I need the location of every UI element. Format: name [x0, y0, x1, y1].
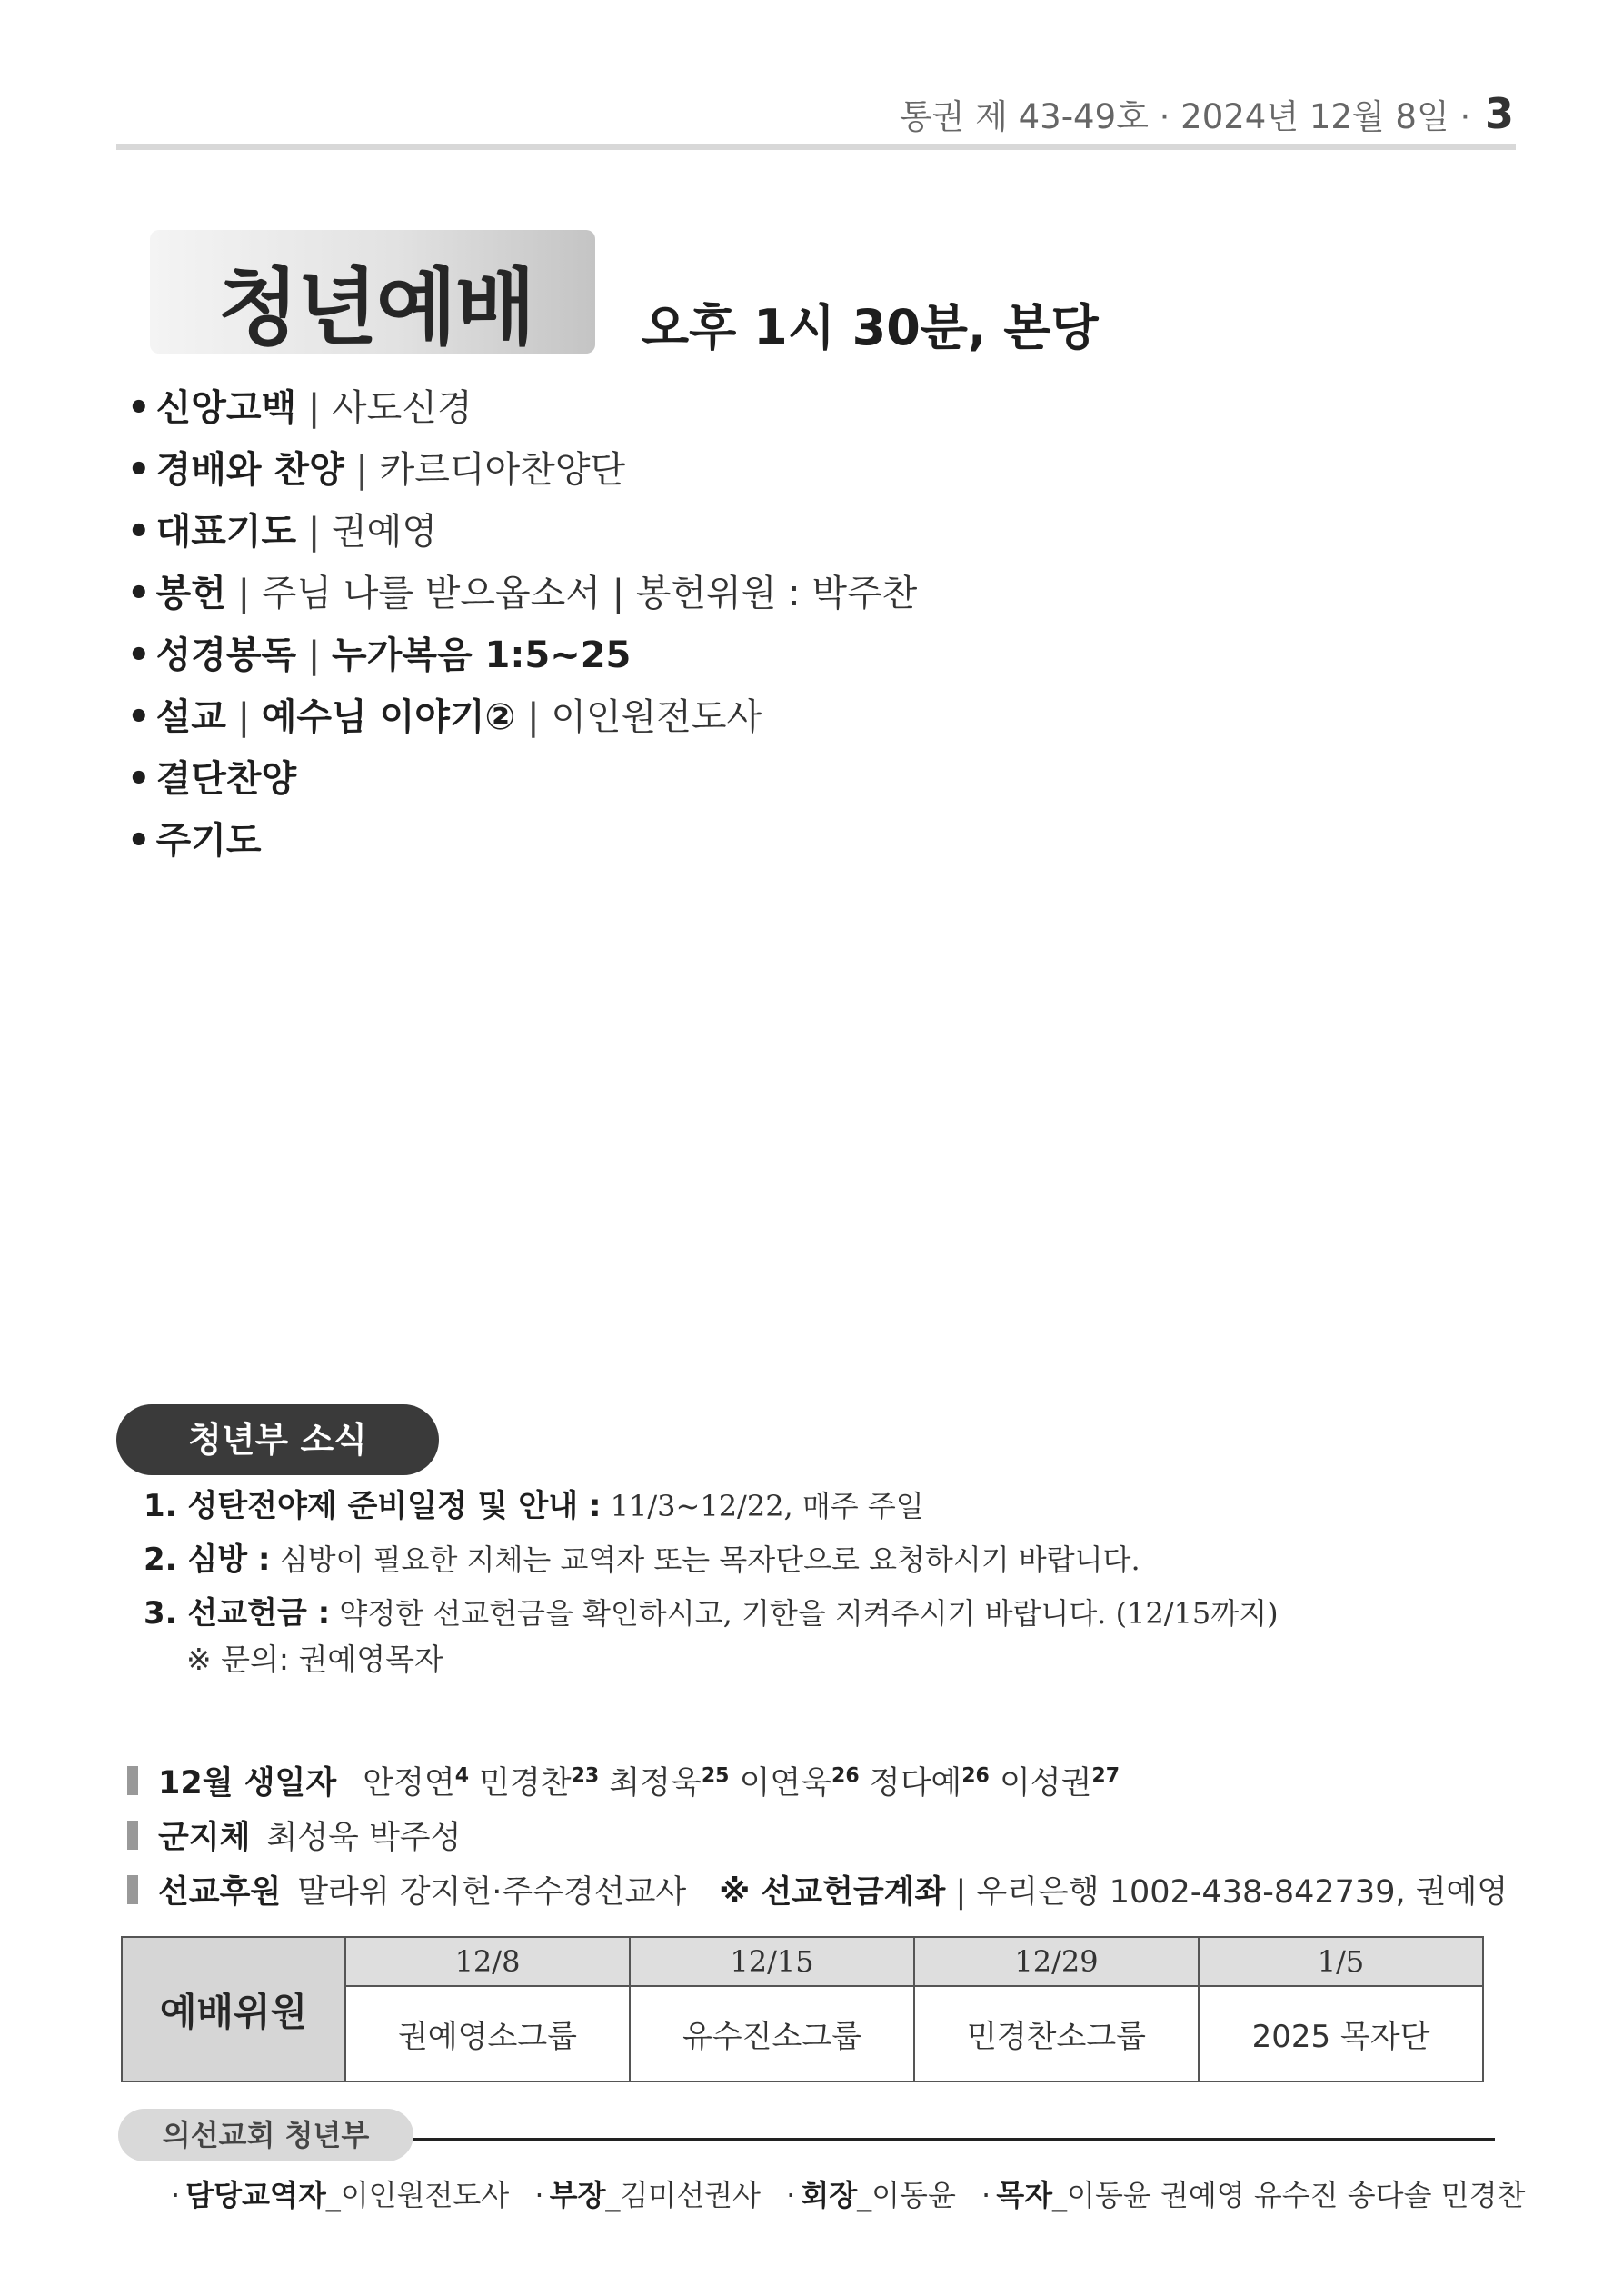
- church-group-tab: 의선교회 청년부: [118, 2109, 413, 2161]
- bullet: •: [127, 387, 151, 429]
- worship-time-place: 오후 1시 30분, 본당: [642, 299, 1099, 356]
- news-item-title: 2. 심방 :: [144, 1542, 271, 1578]
- staff-role: 부장: [549, 2178, 606, 2212]
- birthday-label: 12월 생일자: [158, 1765, 337, 1802]
- staff-names: _이동윤: [857, 2178, 956, 2212]
- military-members-row: [127, 1812, 461, 1858]
- bullet: •: [127, 696, 151, 738]
- news-item: [144, 1533, 1279, 1587]
- birthday-day: 4: [454, 1764, 470, 1788]
- worship-title: 청년예배: [218, 259, 534, 356]
- order-item-title: 경배와 찬양: [155, 449, 344, 491]
- order-item-detail: 카르디아찬양단: [379, 449, 626, 491]
- news-item-detail: 약정한 선교헌금을 확인하시고, 기한을 지켜주시기 바랍니다. (12/15까지): [330, 1596, 1279, 1631]
- news-contact-note: ※ 문의: 권예영목자: [186, 1642, 443, 1677]
- bullet: •: [127, 511, 151, 553]
- birthday-person: [479, 1765, 599, 1802]
- order-item-scripture: [127, 624, 917, 686]
- sermon-title: 예수님 이야기②: [261, 696, 516, 738]
- birthday-day: 26: [961, 1764, 990, 1788]
- date-header: 12/15: [630, 1937, 914, 1986]
- bullet: •: [127, 758, 151, 800]
- staff-names: _이인원전도사: [325, 2178, 510, 2212]
- person-name: 최정욱: [609, 1765, 702, 1802]
- birthday-person: [609, 1765, 729, 1802]
- staff-list: [171, 2172, 1525, 2214]
- staff-names: _이동윤 권예영 유수진 송다솔 민경찬: [1052, 2178, 1526, 2212]
- birthday-day: 27: [1091, 1764, 1120, 1788]
- birthday-person: [870, 1765, 990, 1802]
- military-names: 최성욱 박주성: [266, 1820, 462, 1856]
- order-of-service: [127, 377, 917, 872]
- separator: |: [515, 696, 552, 738]
- row-marker: [127, 1875, 138, 1904]
- person-name: 민경찬: [479, 1765, 572, 1802]
- separator-dot: ·: [534, 2178, 544, 2212]
- order-item-title: 설교: [155, 696, 226, 738]
- preacher-name: 이인원전도사: [551, 696, 762, 738]
- group-cell: 유수진소그룹: [630, 1986, 914, 2081]
- missionaries: 말라위 강지헌·주수경선교사: [297, 1874, 687, 1911]
- birthday-row: [127, 1758, 1120, 1803]
- order-item-title: 성경봉독: [155, 634, 297, 676]
- separator: |: [344, 449, 380, 491]
- issue-date-text: 통권 제 43-49호 · 2024년 12월 8일 ·: [899, 97, 1471, 136]
- mission-support-row: [127, 1867, 1508, 1912]
- birthday-day: 26: [831, 1764, 860, 1788]
- separator: |: [296, 634, 333, 676]
- order-item-response-song: [127, 748, 917, 810]
- news-item-detail: 11/3~12/22, 매주 주일: [601, 1489, 924, 1523]
- order-item-detail: 사도신경: [332, 387, 473, 429]
- military-label: 군지체: [158, 1820, 251, 1856]
- person-name: 이연욱: [739, 1765, 832, 1802]
- order-item-title: 결단찬양: [155, 758, 297, 800]
- birthday-day: 23: [571, 1764, 600, 1788]
- news-list: [144, 1480, 1279, 1641]
- news-item-detail: 심방이 필요한 지체는 교역자 또는 목자단으로 요청하시기 바랍니다.: [270, 1542, 1140, 1577]
- staff-role: 담당교역자: [185, 2178, 326, 2212]
- page-number: 3: [1484, 89, 1514, 138]
- separator: |: [296, 511, 333, 553]
- staff-names: _김미선권사: [605, 2178, 761, 2212]
- account-label: ※ 선교헌금계좌: [719, 1874, 946, 1911]
- header-divider: [116, 144, 1516, 150]
- news-item: [144, 1587, 1279, 1641]
- birthday-person: [740, 1765, 860, 1802]
- person-name: 정다예: [869, 1765, 962, 1802]
- person-name: 안정연: [363, 1765, 455, 1802]
- group-cell: 권예영소그룹: [345, 1986, 630, 2081]
- order-item-prayer: [127, 501, 917, 563]
- date-header: 12/8: [345, 1937, 630, 1986]
- bullet: •: [127, 449, 151, 491]
- news-item: [144, 1480, 1279, 1533]
- order-item-offering: [127, 563, 917, 624]
- order-item-detail: 권예영: [332, 511, 437, 553]
- bullet: •: [127, 573, 151, 614]
- birthday-person: [1000, 1765, 1120, 1802]
- separator-dot: ·: [171, 2178, 181, 2212]
- birthday-person: [363, 1765, 469, 1802]
- scripture-reference: 누가복음 1:5~25: [332, 634, 632, 676]
- order-item-lords-prayer: [127, 810, 917, 872]
- staff-role: 회장: [801, 2178, 858, 2212]
- person-name: 이성권: [999, 1765, 1092, 1802]
- table-row-header: 예배위원: [122, 1937, 345, 2081]
- order-item-title: 주기도: [155, 820, 262, 862]
- group-cell: 민경찬소그룹: [914, 1986, 1199, 2081]
- footer-divider: [413, 2138, 1495, 2141]
- birthday-list: [353, 1765, 1120, 1802]
- separator-dot: ·: [786, 2178, 796, 2212]
- separator-dot: ·: [981, 2178, 991, 2212]
- birthday-day: 25: [701, 1764, 730, 1788]
- bullet: •: [127, 634, 151, 676]
- date-header: 12/29: [914, 1937, 1199, 1986]
- separator: |: [225, 696, 262, 738]
- account-number: | 우리은행 1002-438-842739, 권예영: [945, 1874, 1508, 1911]
- date-header: 1/5: [1199, 1937, 1483, 1986]
- order-item-title: 봉헌: [155, 573, 226, 614]
- row-marker: [127, 1821, 138, 1850]
- separator: |: [225, 573, 262, 614]
- order-item-title: 신앙고백: [155, 387, 297, 429]
- staff-role: 목자: [996, 2178, 1053, 2212]
- bullet: •: [127, 820, 151, 862]
- news-section-tab: 청년부 소식: [116, 1404, 439, 1475]
- order-item-praise: [127, 439, 917, 501]
- order-item-creed: [127, 377, 917, 439]
- news-item-title: 1. 성탄전야제 준비일정 및 안내 :: [144, 1488, 602, 1524]
- order-item-detail: 주님 나를 받으옵소서 | 봉헌위원 : 박주찬: [261, 573, 918, 614]
- separator: |: [296, 387, 333, 429]
- news-item-title: 3. 선교헌금 :: [144, 1595, 331, 1632]
- mission-label: 선교후원: [158, 1874, 282, 1911]
- row-marker: [127, 1766, 138, 1795]
- group-cell: 2025 목자단: [1199, 1986, 1483, 2081]
- order-item-sermon: [127, 686, 917, 748]
- issue-info: [900, 89, 1514, 138]
- order-item-title: 대표기도: [155, 511, 297, 553]
- worship-committee-table: [121, 1936, 1484, 2082]
